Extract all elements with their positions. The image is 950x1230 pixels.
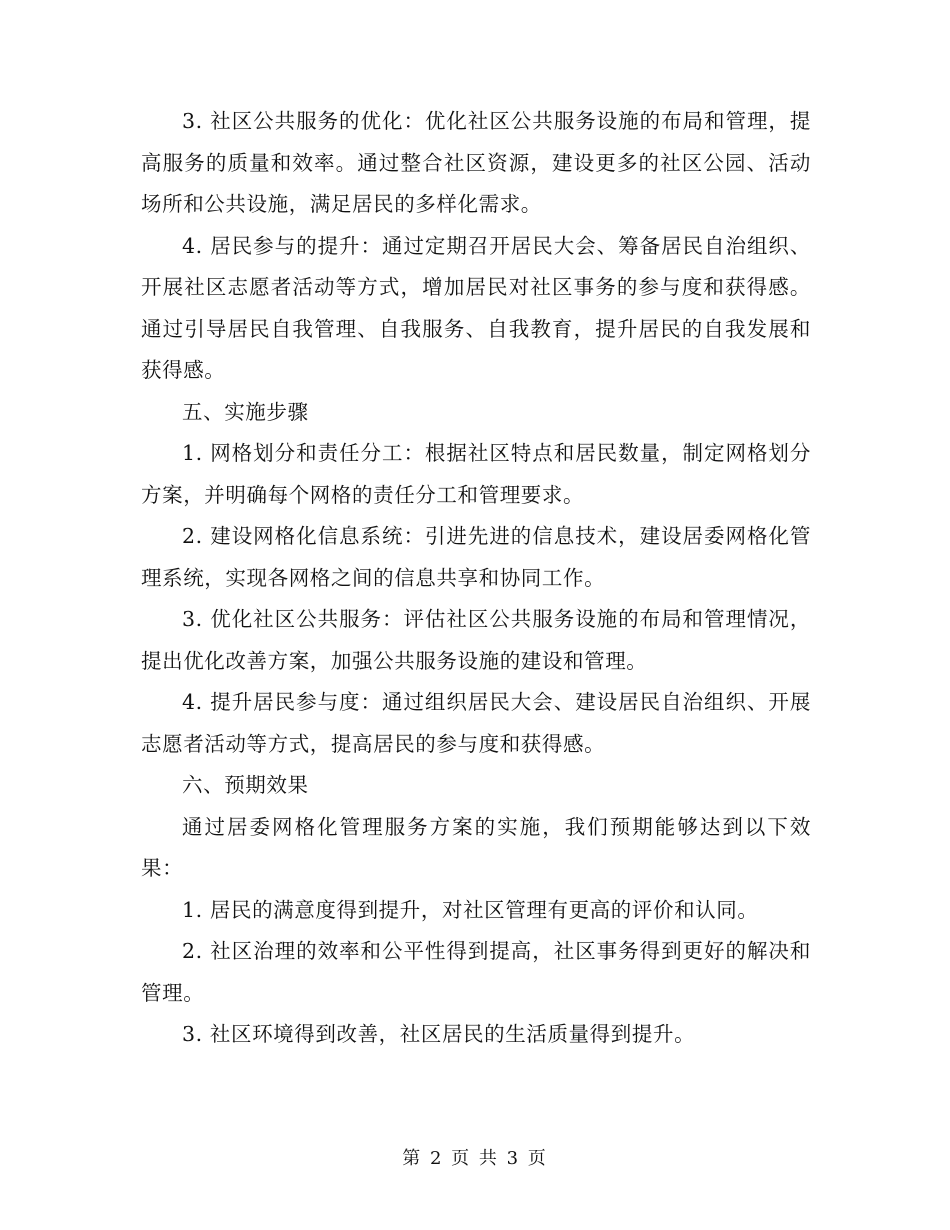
paragraph-step-participation: 4. 提升居民参与度：通过组织居民大会、建设居民自治组织、开展志愿者活动等方式，提高居民的参与度和获得感。 xyxy=(141,690,811,756)
paragraph-result-efficiency: 2. 社区治理的效率和公平性得到提高，社区事务得到更好的解决和管理。 xyxy=(141,939,811,1005)
paragraph-service-optimization: 3. 社区公共服务的优化：优化社区公共服务设施的布局和管理，提高服务的质量和效率。通过整合社区资源，建设更多的社区公园、活动场所和公共设施，满足居民的多样化需求。 xyxy=(141,109,811,216)
paragraph-resident-participation: 4. 居民参与的提升：通过定期召开居民大会、筹备居民自治组织、开展社区志愿者活动等方式，增加居民对社区事务的参与度和获得感。通过引导居民自我管理、自我服务、自我教育，提升居民的自我发展和获得感。 xyxy=(141,233,811,382)
paragraph-expected-intro: 通过居委网格化管理服务方案的实施，我们预期能够达到以下效果： xyxy=(141,814,811,880)
page-number-footer: 第 2 页 共 3 页 xyxy=(402,1148,548,1169)
document-body xyxy=(141,101,811,1056)
paragraph-step-public-service: 3. 优化社区公共服务：评估社区公共服务设施的布局和管理情况，提出优化改善方案，加强公共服务设施的建设和管理。 xyxy=(141,607,811,673)
section-heading-expected-results: 六、预期效果 xyxy=(182,773,309,797)
section-heading-implementation-steps: 五、实施步骤 xyxy=(182,399,309,424)
paragraph-result-satisfaction: 1. 居民的满意度得到提升，对社区管理有更高的评价和认同。 xyxy=(182,897,759,922)
paragraph-step-grid-division: 1. 网格划分和责任分工：根据社区特点和居民数量，制定网格划分方案，并明确每个网格的责任分工和管理要求。 xyxy=(141,441,811,507)
paragraph-step-info-system: 2. 建设网格化信息系统：引进先进的信息技术，建设居委网格化管理系统，实现各网格之间的信息共享和协同工作。 xyxy=(141,524,811,590)
paragraph-result-environment: 3. 社区环境得到改善，社区居民的生活质量得到提升。 xyxy=(182,1022,696,1046)
